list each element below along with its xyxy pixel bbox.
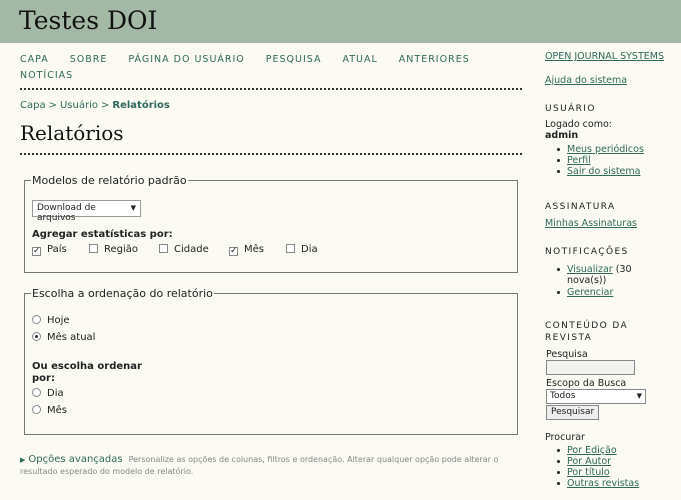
subscription-heading: ASSINATURA	[545, 202, 616, 212]
or-choose-label: Ou escolha ordenar por:	[32, 361, 142, 384]
checkbox-empty-icon[interactable]	[89, 244, 98, 253]
nav-item-atual[interactable]: ATUAL	[342, 54, 378, 65]
checkbox-mes[interactable]	[229, 244, 264, 256]
radio-dia[interactable]	[32, 388, 64, 399]
checkbox-label: Dia	[301, 244, 318, 255]
report-model-select[interactable]	[32, 200, 141, 223]
advanced-options-description: Personalize as opções de colunas, filtros e ordenação. Alterar qualquer opção pode alterar o resultado esperado do modelo de relatório.	[20, 455, 499, 476]
scope-selected: Todos	[550, 391, 576, 401]
nav-item-capa[interactable]: CAPA	[20, 54, 49, 65]
content-heading: CONTEÚDO DA REVISTA	[545, 321, 629, 343]
nav-item-noticias[interactable]: NOTÍCIAS	[20, 70, 74, 81]
my-subscriptions-link[interactable]: Minhas Assinaturas	[545, 218, 637, 229]
help-link[interactable]: Ajuda do sistema	[545, 75, 628, 86]
site-header	[0, 0, 681, 43]
breadcrumb-separator: >	[48, 100, 57, 111]
checkbox-label: Cidade	[174, 244, 209, 255]
page-title: Relatórios	[20, 121, 124, 145]
advanced-options-link[interactable]: Opções avançadas	[28, 454, 123, 465]
nav-item-sobre[interactable]: SOBRE	[69, 54, 108, 65]
browse-label: Procurar	[545, 432, 585, 443]
logged-as-label: Logado como:	[545, 119, 612, 130]
nav-item-pagina-usuario[interactable]: PÁGINA DO USUÁRIO	[128, 54, 245, 65]
chevron-down-icon: ▼	[636, 392, 642, 400]
radio-label: Dia	[47, 388, 64, 399]
browse-by-title-link[interactable]: Por título	[567, 467, 610, 478]
nav-item-pesquisa[interactable]: PESQUISA	[265, 54, 322, 65]
checkbox-dia[interactable]	[286, 244, 318, 255]
ordering-legend: Escolha a ordenação do relatório	[32, 287, 213, 300]
radio-mes[interactable]	[32, 405, 67, 416]
radio-mes-atual[interactable]	[32, 332, 95, 343]
notifications-heading: NOTIFICAÇÕES	[545, 247, 629, 257]
radio-hoje[interactable]	[32, 315, 70, 326]
triangle-right-icon[interactable]: ▶	[20, 456, 26, 464]
radio-on-icon[interactable]	[32, 332, 41, 341]
checkbox-regiao[interactable]	[89, 244, 138, 255]
notifications-count: (30 nova(s))	[567, 264, 632, 286]
radio-label: Mês atual	[47, 332, 96, 343]
radio-off-icon[interactable]	[32, 405, 41, 414]
chevron-down-icon: ▼	[130, 204, 136, 212]
checkbox-empty-icon[interactable]	[286, 244, 295, 253]
checkbox-checked-icon[interactable]: ✓	[230, 246, 238, 256]
breadcrumb-user[interactable]: Usuário	[59, 100, 98, 111]
search-button[interactable]: Pesquisar	[546, 405, 599, 420]
radio-off-icon[interactable]	[32, 388, 41, 397]
radio-label: Mês	[47, 405, 67, 416]
checkbox-label: País	[47, 244, 67, 255]
report-models-legend: Modelos de relatório padrão	[32, 174, 187, 187]
title-divider	[20, 153, 522, 155]
browse-by-issue-link[interactable]: Por Edição	[567, 445, 617, 456]
search-label: Pesquisa	[546, 349, 588, 360]
breadcrumb	[20, 100, 170, 111]
user-heading: USUÁRIO	[545, 104, 596, 114]
browse-by-author-link[interactable]: Por Autor	[567, 456, 612, 467]
breadcrumb-current[interactable]: Relatórios	[112, 100, 170, 111]
radio-label: Hoje	[47, 315, 70, 326]
checkbox-pais[interactable]	[32, 244, 67, 256]
scope-label: Escopo da Busca	[546, 378, 627, 389]
ojs-link[interactable]: OPEN JOURNAL SYSTEMS	[545, 51, 664, 62]
view-notifications-link[interactable]: Visualizar	[567, 264, 613, 275]
advanced-options	[20, 454, 500, 477]
checkbox-checked-icon[interactable]: ✓	[33, 246, 41, 256]
manage-notifications-link[interactable]: Gerenciar	[567, 287, 614, 298]
logout-link[interactable]: Sair do sistema	[567, 166, 641, 177]
nav-divider	[20, 88, 522, 90]
checkbox-cidade[interactable]	[159, 244, 209, 255]
radio-off-icon[interactable]	[32, 315, 41, 324]
profile-link[interactable]: Perfil	[567, 155, 591, 166]
aggregate-label: Agregar estatísticas por:	[32, 229, 173, 240]
site-title: Testes DOI	[19, 6, 158, 35]
scope-select[interactable]	[546, 389, 646, 404]
username: admin	[545, 130, 579, 141]
my-journals-link[interactable]: Meus periódicos	[567, 144, 644, 155]
checkbox-empty-icon[interactable]	[159, 244, 168, 253]
main-navigation	[20, 52, 520, 84]
nav-item-anteriores[interactable]: ANTERIORES	[398, 54, 470, 65]
checkbox-label: Mês	[244, 244, 264, 255]
report-model-selected: Download de arquivos	[37, 203, 96, 223]
other-journals-link[interactable]: Outras revistas	[567, 478, 640, 489]
checkbox-label: Região	[104, 244, 139, 255]
breadcrumb-home[interactable]: Capa	[20, 100, 46, 111]
search-input[interactable]	[546, 360, 635, 375]
notifications-view-item	[567, 264, 653, 286]
report-models-fieldset	[24, 174, 518, 273]
breadcrumb-separator: >	[101, 100, 110, 111]
